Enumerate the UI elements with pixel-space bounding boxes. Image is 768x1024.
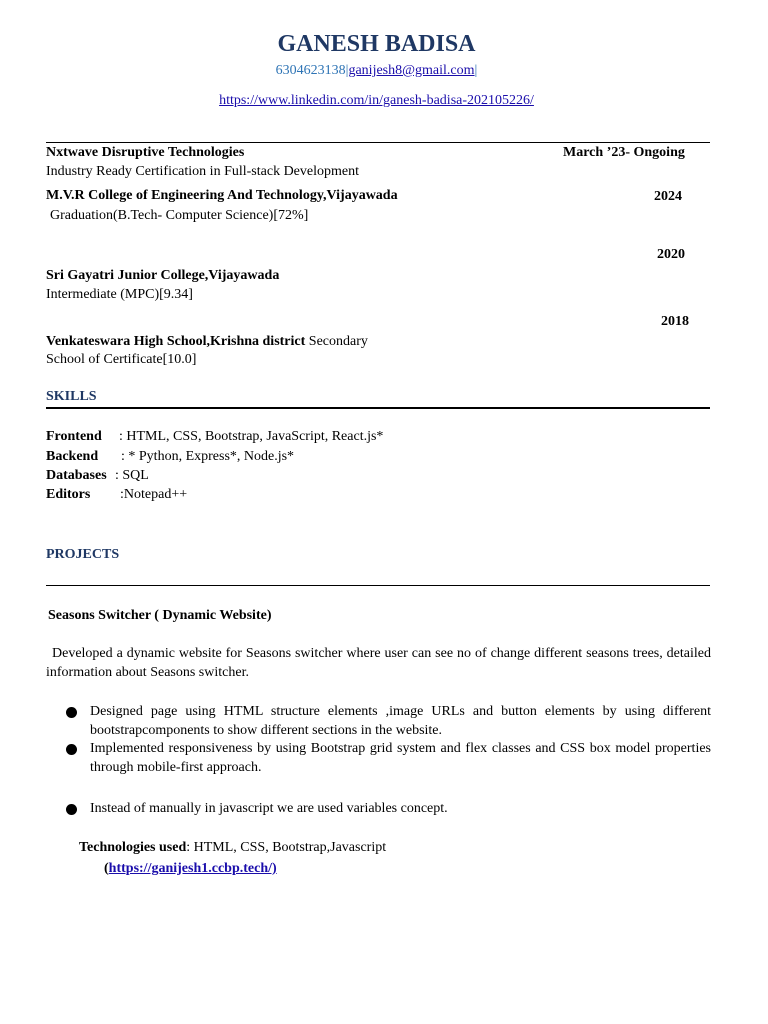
project-link[interactable]: https://ganijesh1.ccbp.tech/) <box>108 861 277 876</box>
skill-row-databases <box>46 468 149 484</box>
project-title: Seasons Switcher ( Dynamic Website) <box>48 608 272 623</box>
link-open-paren: ( <box>104 861 109 876</box>
bullet-icon <box>66 804 77 815</box>
education-detail: Industry Ready Certification in Full-stack Development <box>46 164 359 179</box>
bullet-text: Designed page using HTML structure elements ,image URLs and button elements by using different bootstrapcomponents to show different sections in the website. <box>90 704 711 738</box>
skill-row-backend <box>46 449 294 465</box>
bullet-icon <box>66 744 77 755</box>
education-date: 2020 <box>657 247 685 262</box>
skill-label: Frontend <box>46 429 102 444</box>
contact-line <box>0 63 753 79</box>
project-description: Developed a dynamic website for Seasons switcher where user can see no of change different seasons trees, detailed information about Seasons switcher. <box>46 646 711 680</box>
technologies-value: : HTML, CSS, Bootstrap,Javascript <box>186 840 387 855</box>
education-institution: Sri Gayatri Junior College,Vijayawada <box>46 268 280 283</box>
bullet-text: Instead of manually in javascript we are used variables concept. <box>90 801 448 816</box>
education-date: 2018 <box>661 314 689 329</box>
education-date: March ’23- Ongoing <box>563 145 685 160</box>
education-institution: Venkateswara High School,Krishna district <box>46 334 306 349</box>
projects-divider <box>46 585 710 586</box>
skills-heading: SKILLS <box>46 389 97 404</box>
education-institution: M.V.R College of Engineering And Technology,Vijayawada <box>46 188 398 203</box>
skill-label: Backend <box>46 449 99 464</box>
separator: | <box>345 63 349 78</box>
education-detail: Graduation(B.Tech- Computer Science)[72%] <box>50 208 309 223</box>
education-detail-inline: Secondary <box>308 334 368 349</box>
email-link[interactable]: ganijesh8@gmail.com <box>348 63 475 78</box>
project-link-line <box>104 860 277 878</box>
phone-number: 6304623138 <box>275 63 346 78</box>
education-institution: Nxtwave Disruptive Technologies <box>46 145 245 160</box>
bullet-icon <box>66 707 77 718</box>
skills-divider <box>46 407 710 409</box>
technologies-label: Technologies used <box>79 840 187 855</box>
candidate-name: GANESH BADISA <box>277 31 476 57</box>
skill-value: :Notepad++ <box>120 487 188 502</box>
separator: | <box>474 63 478 78</box>
education-detail: School of Certificate[10.0] <box>46 352 197 367</box>
skill-row-frontend <box>46 429 383 445</box>
education-date: 2024 <box>654 189 682 204</box>
education-detail: Intermediate (MPC)[9.34] <box>46 287 193 302</box>
skill-value: : HTML, CSS, Bootstrap, JavaScript, React.js* <box>119 429 384 444</box>
project-bullet <box>66 799 711 818</box>
skill-label: Editors <box>46 487 91 502</box>
project-bullet <box>66 739 711 777</box>
skill-value: : SQL <box>115 468 149 483</box>
header-divider <box>46 142 710 143</box>
linkedin-link[interactable]: https://www.linkedin.com/in/ganesh-badisa-202105226/ <box>219 93 534 108</box>
skill-row-editors <box>46 487 187 503</box>
bullet-text: Implemented responsiveness by using Bootstrap grid system and flex classes and CSS box model properties through mobile-first approach. <box>90 741 711 775</box>
project-bullet <box>66 702 711 740</box>
education-institution-line <box>46 333 368 351</box>
projects-heading: PROJECTS <box>46 547 120 562</box>
technologies-line <box>79 839 386 857</box>
skill-label: Databases <box>46 468 107 483</box>
skill-value: : * Python, Express*, Node.js* <box>121 449 295 464</box>
